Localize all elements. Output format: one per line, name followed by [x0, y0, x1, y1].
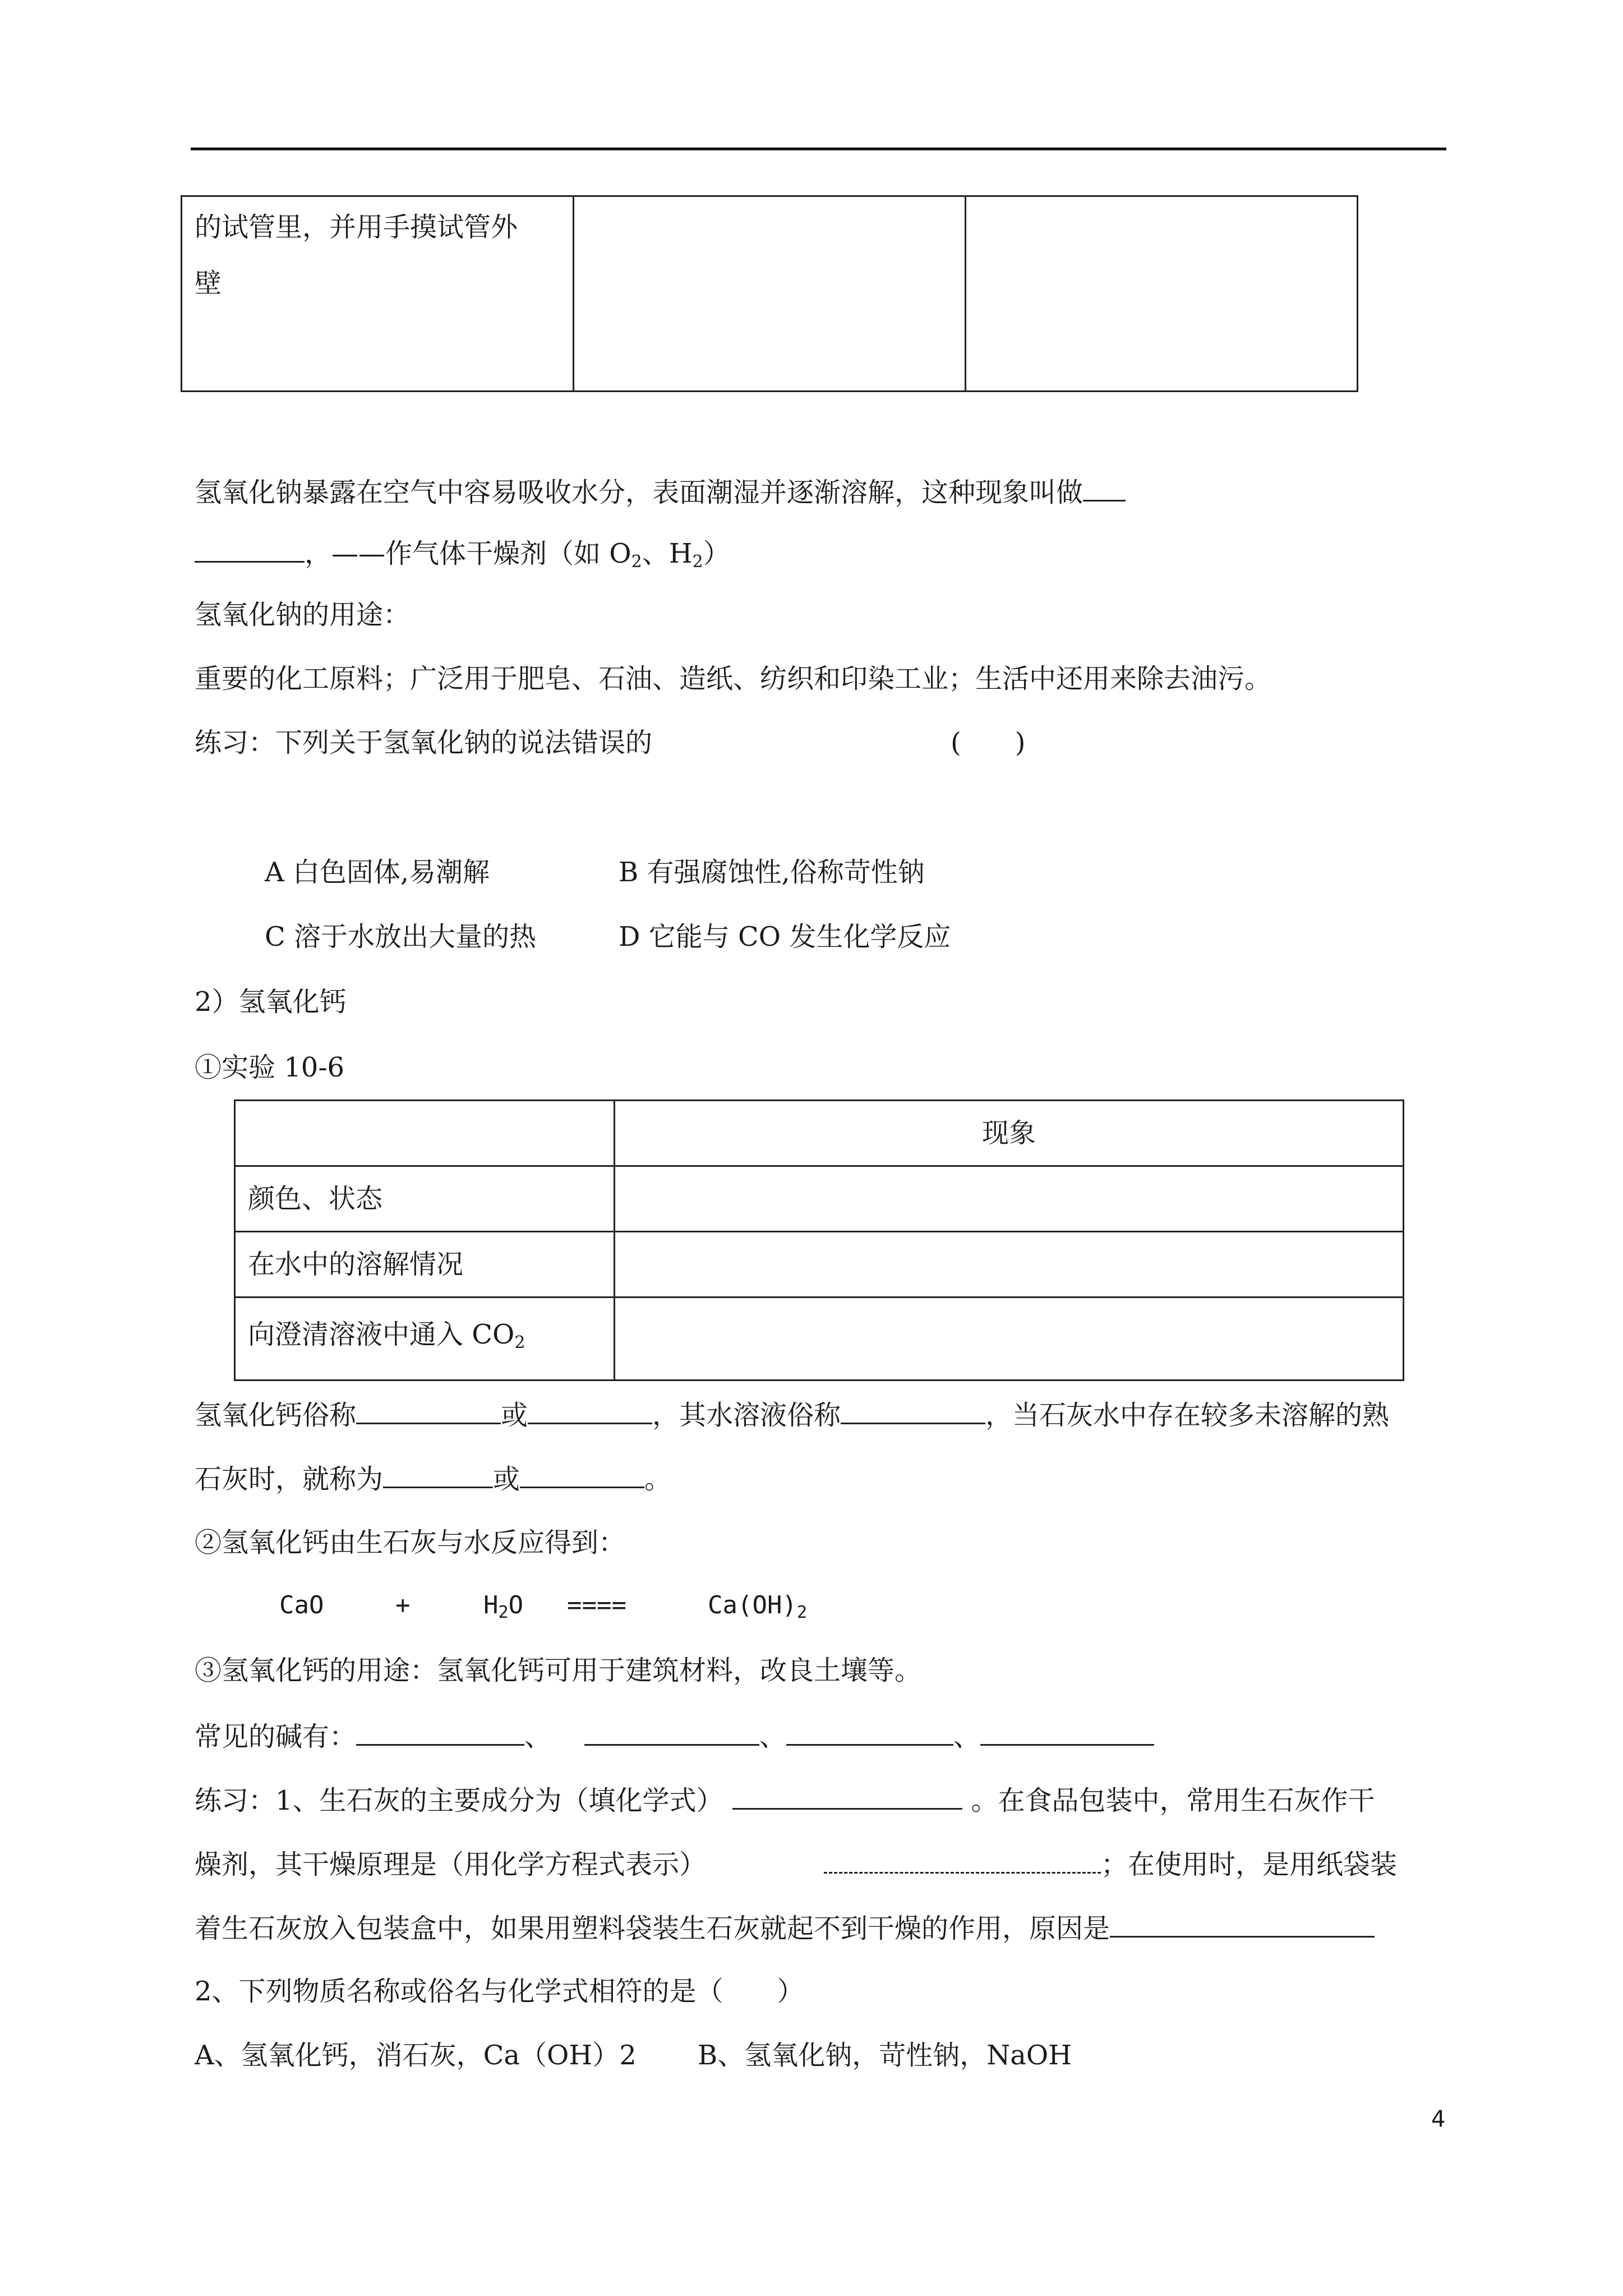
uses-text: 重要的化工原料；广泛用于肥皂、石油、造纸、纺织和印染工业；生活中还用来除去油污。: [195, 663, 1272, 694]
table-header-cell: [235, 1101, 615, 1166]
answer-blank[interactable]: [980, 1718, 1154, 1746]
text: 或: [493, 1464, 520, 1495]
text: 着生石灰放入包装盒中，如果用塑料袋装生石灰就起不到干燥的作用，原因是: [195, 1913, 1110, 1944]
closing-paren: ）: [703, 538, 730, 569]
table-cell: [182, 196, 574, 392]
equation-arrow: ====: [567, 1591, 626, 1619]
answer-blank[interactable]: [520, 1461, 644, 1488]
table-row-label: 颜色、状态: [235, 1166, 615, 1232]
experiment-label: ①实验 10-6: [195, 1052, 345, 1083]
answer-blank[interactable]: [841, 1397, 985, 1424]
header-rule: [191, 148, 1446, 150]
answer-blank[interactable]: [356, 1397, 501, 1424]
table-cell: [574, 196, 966, 392]
prep-text: ②氢氧化钙由生石灰与水反应得到：: [195, 1527, 626, 1558]
paragraph-line: [195, 1846, 1397, 1881]
table-header-cell: 现象: [615, 1101, 1404, 1166]
paragraph-line: [195, 1782, 1375, 1818]
cell-line: 壁: [195, 268, 222, 299]
separator: 、: [953, 1721, 981, 1752]
cell-line: 的试管里，并用手摸试管外: [195, 211, 518, 243]
section-title: 2）氢氧化钙: [195, 986, 347, 1018]
equation-cao: CaO: [279, 1591, 324, 1619]
deliquescence-text: 氢氧化钠暴露在空气中容易吸收水分，表面潮湿并逐渐溶解，这种现象叫做: [195, 477, 1083, 508]
table-answer-cell[interactable]: [615, 1232, 1404, 1297]
subscript: 2: [796, 1603, 808, 1622]
text: 氢氧化钙俗称: [195, 1400, 357, 1431]
uses-heading: 氢氧化钠的用途：: [195, 599, 411, 631]
text: 。: [644, 1464, 672, 1495]
answer-bracket: ( ): [951, 727, 1026, 758]
text: ；在使用时，是用纸袋装: [1101, 1849, 1398, 1880]
paragraph-line: [195, 535, 730, 579]
option-c: C 溶于水放出大量的热: [265, 921, 536, 953]
option-a: A 白色固体,易潮解: [265, 857, 490, 888]
option-d: D 它能与 CO 发生化学反应: [619, 921, 951, 953]
paragraph-line: [195, 1910, 1375, 1945]
table-answer-cell[interactable]: [615, 1297, 1404, 1381]
option-b: B、氢氧化钠，苛性钠，NaOH: [698, 2040, 1072, 2071]
paragraph-line: [195, 1397, 1389, 1432]
answer-blank[interactable]: [195, 535, 305, 563]
text: ，当石灰水中存在较多未溶解的熟: [985, 1400, 1390, 1431]
experiment-table: [234, 1099, 1404, 1381]
exercise-stem: [195, 726, 652, 760]
answer-blank[interactable]: [1110, 1910, 1375, 1938]
common-bases-label: 常见的碱有：: [195, 1721, 357, 1752]
table-cell: [966, 196, 1358, 392]
option-a: A、氢氧化钙，消石灰，Ca（OH）2: [195, 2040, 637, 2071]
answer-blank[interactable]: [383, 1461, 493, 1488]
text: 燥剂，其干燥原理是（用化学方程式表示）: [195, 1849, 707, 1880]
equation-caoh2: [708, 1589, 807, 1630]
answer-blank[interactable]: [528, 1397, 652, 1424]
drying-agent-text: ，——作气体干燥剂（如 O: [305, 538, 631, 569]
uses2-text: ③氢氧化钙的用途：氢氧化钙可用于建筑材料，改良土壤等。: [195, 1655, 922, 1686]
paragraph-line: [195, 1461, 671, 1496]
answer-blank[interactable]: [356, 1718, 524, 1746]
paragraph-line: [195, 474, 1126, 509]
subscript: 2: [631, 552, 642, 572]
text: 。在食品包装中，常用生石灰作干: [971, 1785, 1375, 1816]
table-row-label: 在水中的溶解情况: [235, 1232, 615, 1297]
equation-h2o: [483, 1589, 523, 1630]
continued-table: [181, 195, 1358, 392]
o-symbol: O: [508, 1591, 524, 1619]
equation-plus: +: [395, 1591, 411, 1619]
common-bases-blanks: [584, 1718, 1154, 1754]
separator: 、H: [642, 538, 693, 569]
page-number: 4: [1431, 2106, 1446, 2132]
table-answer-cell[interactable]: [615, 1166, 1404, 1232]
question-2: 2、下列物质名称或俗名与化学式相符的是（ ）: [195, 1976, 804, 2007]
separator: 、: [524, 1721, 552, 1752]
answer-blank[interactable]: [732, 1782, 962, 1810]
answer-blank[interactable]: [1083, 474, 1126, 501]
common-bases-line: [195, 1718, 551, 1754]
table-row-label: [235, 1297, 615, 1381]
exercise-text: 练习：下列关于氢氧化钠的说法错误的: [195, 727, 653, 758]
h-symbol: H: [483, 1591, 499, 1619]
text: 石灰时，就称为: [195, 1464, 384, 1495]
caoh-symbol: Ca(OH): [708, 1591, 797, 1619]
answer-blank[interactable]: [824, 1846, 1101, 1874]
subscript: 2: [692, 552, 703, 572]
row-label-text: 向澄清溶液中通入 CO: [248, 1319, 515, 1350]
option-b: B 有强腐蚀性,俗称苛性钠: [619, 857, 925, 888]
separator: 、: [759, 1721, 787, 1752]
subscript: 2: [498, 1603, 509, 1622]
text: 练习：1、生石灰的主要成分为（填化学式）: [195, 1785, 723, 1816]
answer-blank[interactable]: [584, 1718, 759, 1746]
text: ，其水溶液俗称: [652, 1400, 841, 1431]
subscript: 2: [514, 1333, 525, 1352]
text: 或: [501, 1400, 528, 1431]
answer-blank[interactable]: [786, 1718, 953, 1746]
